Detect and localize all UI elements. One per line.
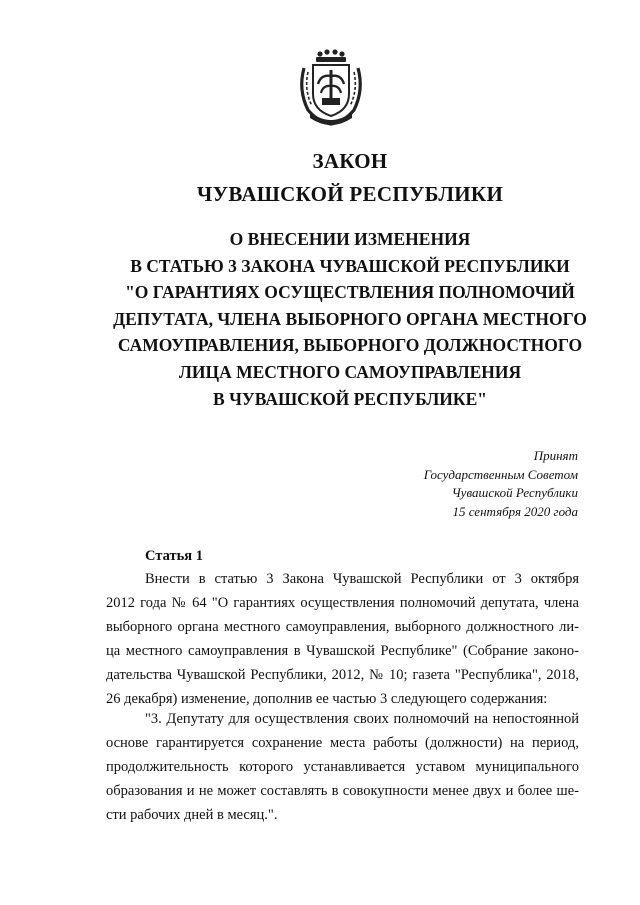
law-title: ЗАКОН — [312, 149, 388, 173]
coat-of-arms-emblem — [296, 48, 366, 126]
subject-line: ДЕПУТАТА, ЧЛЕНА ВЫБОРНОГО ОРГАНА МЕСТНОГО — [113, 308, 587, 329]
article-heading: Статья 1 — [145, 548, 203, 564]
paragraph-line: продолжительность которого устанавливается уставом муниципального — [106, 759, 579, 775]
subject-line: "О ГАРАНТИЯХ ОСУЩЕСТВЛЕНИЯ ПОЛНОМОЧИЙ — [125, 282, 575, 303]
subject-line: САМОУПРАВЛЕНИЯ, ВЫБОРНОГО ДОЛЖНОСТНОГО — [117, 335, 583, 356]
paragraph-line: образования и не может составлять в совокупности менее двух и более ше- — [106, 783, 579, 799]
paragraph-line: дательства Чувашской Республики, 2012, № 10; газета "Республика", 2018, — [106, 667, 579, 683]
paragraph-line: сти рабочих дней в месяц.". — [106, 807, 278, 823]
subject-line: В ЧУВАШСКОЙ РЕСПУБЛИКЕ" — [213, 388, 487, 409]
paragraph-line: основе гарантируется сохранение места работы (должности) на период, — [106, 735, 579, 751]
adoption-line: Чувашской Республики — [451, 485, 578, 500]
paragraph-line: 2012 года № 64 "О гарантиях осуществления полномочий депутата, члена — [106, 595, 579, 611]
adoption-note — [424, 447, 578, 521]
article-paragraph-1 — [106, 567, 579, 711]
subject-line: О ВНЕСЕНИИ ИЗМЕНЕНИЯ — [229, 229, 471, 249]
subject-line: В СТАТЬЮ 3 ЗАКОНА ЧУВАШСКОЙ РЕСПУБЛИКИ — [130, 255, 570, 276]
chuvash-coat-of-arms-icon — [296, 48, 366, 126]
paragraph-line: ца местного самоуправления в Чувашской Республике" (Собрание законо- — [106, 643, 579, 659]
subject-line: ЛИЦА МЕСТНОГО САМОУПРАВЛЕНИЯ — [178, 361, 522, 382]
adoption-line: Государственным Советом — [423, 466, 578, 482]
law-subject-title — [0, 226, 640, 412]
adoption-line: Принят — [533, 448, 578, 463]
article-paragraph-2 — [106, 707, 579, 827]
paragraph-line: "3. Депутату для осуществления своих полномочий на непостоянной — [145, 711, 579, 727]
adoption-date: 15 сентября 2020 года — [452, 503, 578, 519]
paragraph-line: выборного органа местного самоуправления, выборного должностного ли- — [106, 619, 579, 635]
paragraph-line: 26 декабря) изменение, дополнив ее частью 3 следующего содержания: — [106, 691, 548, 707]
law-title-republic: ЧУВАШСКОЙ РЕСПУБЛИКИ — [196, 182, 504, 206]
paragraph-line: Внести в статью 3 Закона Чувашской Республики от 3 октября — [145, 571, 579, 587]
